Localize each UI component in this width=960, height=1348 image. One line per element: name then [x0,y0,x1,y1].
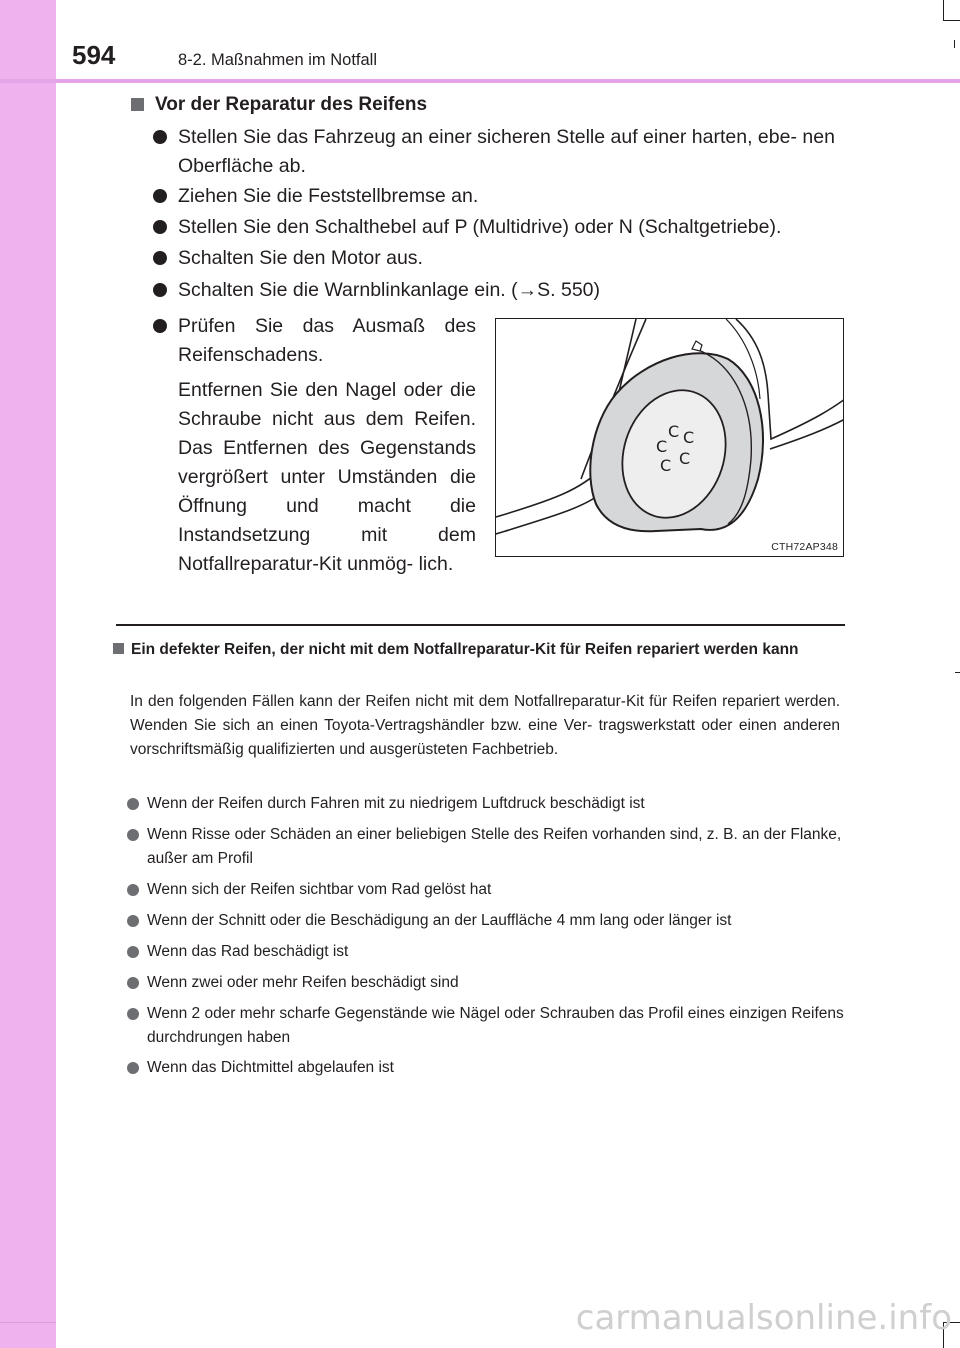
list-item [153,123,843,181]
bullet-icon [127,1062,139,1074]
bullet-icon [153,220,167,234]
header-rule [0,79,960,83]
tire-illustration [496,319,844,557]
bullet-icon [153,283,167,297]
bullet-icon [153,251,167,265]
list-item [127,1002,847,1050]
list-item [153,182,843,211]
list-item-text: Schalten Sie den Motor aus. [178,247,423,269]
square-bullet-icon [131,98,144,111]
bullet-icon [153,130,167,144]
heading-before-repair [131,94,427,116]
intro-paragraph: In den folgenden Fällen kann der Reifen nicht mit dem Notfallreparatur-Kit für Reifen repariert werden. Wenden Sie sich an einen Toyota-Vertragshändler bzw. eine Ver- tragswerkstatt oder einen anderen vorschriftsmäßig qualifizierten und ausgerüsteten Fachbetrieb. [130,693,840,758]
bullet-icon [127,798,139,810]
list-item [127,909,847,933]
list-item-text: Prüfen Sie das Ausmaß des Reifenschadens. [178,315,476,366]
section-title: 8-2. Maßnahmen im Notfall [178,51,377,69]
bullet-icon [153,189,167,203]
svg-text:C: C [668,422,680,441]
watermark: carmanualsonline.info [575,1298,952,1338]
bullet-icon [127,829,139,841]
list-item [127,1056,847,1080]
heading-text: Ein defekter Reifen, der nicht mit dem Notfallreparatur-Kit für Reifen repariert werden kann [131,641,799,658]
crop-mark [0,1322,56,1323]
crop-mark [955,672,960,673]
bullet-icon [153,319,167,333]
bullet-icon [127,915,139,927]
svg-text:C: C [656,437,668,456]
list-item-text: Wenn das Dichtmittel abgelaufen ist [147,1059,394,1076]
list-item [153,312,476,370]
list-item [153,213,843,242]
list-item-text: Wenn 2 oder mehr scharfe Gegenstände wie Nägel oder Schrauben das Profil eines einzigen Reifens durchdrungen haben [147,1005,844,1046]
list-item-text: Wenn der Schnitt oder die Beschädigung an der Lauffläche 4 mm lang oder länger ist [147,912,732,929]
list-item-text: Stellen Sie das Fahrzeug an einer sicheren Stelle auf einer harten, ebe- nen Oberfläche ab. [178,126,835,177]
svg-text:C: C [679,449,691,468]
list-item [153,244,843,273]
list-item [127,878,847,902]
section-divider [116,624,845,626]
list-item [127,792,847,816]
crop-mark [954,40,955,48]
heading-unrepairable-tire [113,638,844,661]
list-item-text: Wenn das Rad beschädigt ist [147,943,349,960]
list-item-text: Wenn sich der Reifen sichtbar vom Rad gelöst hat [147,881,492,898]
figure-code: CTH72AP348 [771,541,838,553]
square-bullet-icon [113,643,124,654]
svg-text:C: C [660,456,672,475]
tire-damage-figure [495,318,844,557]
bullet-icon [127,946,139,958]
list-item-text: Stellen Sie den Schalthebel auf P (Multidrive) oder N (Schaltgetriebe). [178,216,782,238]
list-item [127,940,847,964]
list-item [153,276,843,305]
list-item [127,823,847,871]
svg-text:C: C [683,428,695,447]
list-item-text: Wenn Risse oder Schäden an einer beliebigen Stelle des Reifen vorhanden sind, z. B. an der Flanke, außer am Profil [147,826,842,867]
bullet-icon [127,884,139,896]
heading-text: Vor der Reparatur des Reifens [155,94,428,115]
side-color-band [0,0,56,1348]
bullet-icon [127,1008,139,1020]
list-item-text: Ziehen Sie die Feststellbremse an. [178,185,479,207]
bullet-icon [127,977,139,989]
crop-mark [943,0,944,20]
page-number: 594 [72,40,116,70]
list-item-text: Wenn der Reifen durch Fahren mit zu niedrigem Luftdruck beschädigt ist [147,795,645,812]
list-item-text: Schalten Sie die Warnblinkanlage ein. (→S. 550) [178,279,601,301]
crop-mark [943,20,960,21]
warning-paragraph: Entfernen Sie den Nagel oder die Schraube nicht aus dem Reifen. Das Entfernen des Gegenstands vergrößert unter Umständen die Öffnung und macht die Instandsetzung mit dem Notfallreparatur-Kit unmög- lich. [178,379,476,575]
list-item-text: Wenn zwei oder mehr Reifen beschädigt sind [147,974,459,991]
list-item [127,971,847,995]
